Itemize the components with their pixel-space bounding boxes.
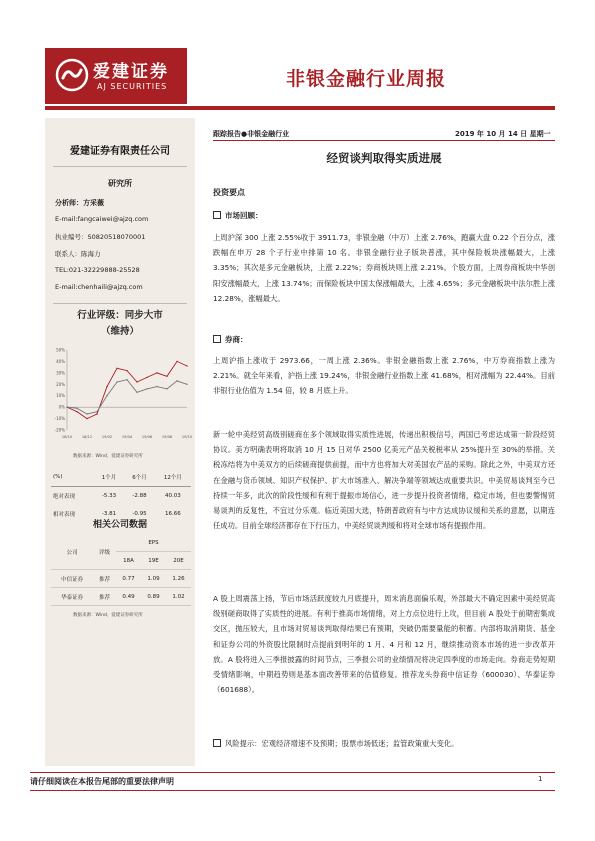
series-line-1 [67,380,187,414]
logo-emblem-icon [55,58,89,92]
data-point [166,388,167,389]
section-title: 投资要点 [213,188,245,197]
table-cell: 1.26 [166,570,191,588]
logo-english-name: AJ SECURITIES [97,82,168,91]
contact-person: 联系人：陈海力 [55,250,101,258]
table-cell: 0.49 [116,588,141,606]
table-header-cell: 公司 [51,534,93,570]
y-tick-label: 10% [56,393,65,399]
table-header-row [51,468,191,487]
data-point [146,388,147,389]
broker-paragraph-3: A 股上周震荡上扬，节后市场活跃度较九月底提升，周末消息面偏乐观，外部最大不确定因素中美经贸高级别磋商取得了实质性的进展。有利于推高市场情绪，对上方点位进行上攻，但目前 A 股处于前期密集成交区，抛压较大，且市场对贸易谈判取得结果已有预期，突破仍需要量能的积蓄。内部将取消期货、基金和证券公司的外资股比限制时点提前到明年的 1 月、4 月和 12 月，继续推动资本市场的进一步改革开放。A 股将进入三季报披露的时间节点，三季报公司的业绩情况将决定四季度的市场走向。券商走势短期受情绪影响，中期趋势则是基本面改善带来的估值修复。推荐龙头券商中信证券（600030）、华泰证券（601688）。 [213,594,555,695]
broker-paragraph-1: 上周沪指上涨收于 2973.66，一周上涨 2.36%。非银金融指数上涨 2.76%，中万券商指数上涨为 2.21%。就全年来看，沪指上涨 19.24%，非银金融行业指数上涨 41.68%，相对涨幅为 22.44%。目前非银行业估值为 1.54 倍，较 8 月底上升。 [213,356,555,396]
checkbox-square-icon [213,335,221,343]
x-tick-label: 19/04 [121,435,133,439]
table-header-cell: EPS [116,534,191,552]
data-point [76,408,77,409]
table-header-cell: 19E [141,552,166,570]
x-tick-label: 18/10 [61,435,73,439]
related-companies-title: 相关公司数据 [92,520,147,530]
data-point [186,365,187,366]
table-source: 数据来源：Wind，爱建证券研究所 [73,613,143,618]
table-cell: -3.81 [101,511,117,517]
data-point [106,395,107,396]
brand-logo [45,48,187,104]
y-tick-label: -10% [54,416,65,422]
market-review-heading [213,210,263,221]
data-point [76,411,77,412]
table-cell: 绝对表现 [53,494,76,500]
footer-divider [30,772,555,773]
data-point [156,386,157,387]
data-point [176,361,177,362]
broker-heading [213,334,248,345]
table-cell: 16.66 [164,511,181,517]
institute-name: 研究所 [108,179,132,188]
sidebar-divider [53,303,187,304]
table-cell: 相对表现 [53,512,76,518]
data-point [86,418,87,419]
x-tick-label: 19/10 [181,435,193,439]
performance-chart [49,344,191,448]
data-point [66,406,67,407]
industry-rating [45,308,195,340]
rating-value: 行业评级：同步大市 [77,310,163,321]
performance-table [51,468,191,523]
data-point [156,372,157,373]
table-header-cell: 6个月 [124,468,154,487]
table-cell: 推荐 [93,570,116,588]
y-tick-label: 0% [58,404,65,410]
table-header-cell: 20E [166,552,191,570]
report-date: 2019 年 10 月 14 日 星期一 [455,130,551,138]
table-cell: 1.09 [141,570,166,588]
table-header-cell: 12个月 [155,468,191,487]
table-header-cell: 18A [116,552,141,570]
table-row [51,487,191,506]
footer-divider [30,790,555,791]
broker-paragraph-2: 新一轮中美经贸高级别磋商在多个领域取得实质性进展，传递出积极信号，两国已考虑达成第一阶段经贸协议。美方明确表明将取消 10 月 15 日对华 2500 亿美元产品关税税率从 25%提升至 30%的举措。关税冻结将为中美双方的后续磋商提供前提，而中方也将加大对美国农产品的采购。除此之外，中美双方还在金融与货币领域、知识产权保护、扩大市场准入、解决争端等领域达成重要共识。中美贸易谈判至今已持续一年多，此次的阶段性缓和有利于提振市场信心，进一步提升投资者情绪，稳定市场，但也要警惕贸易谈判的反复性，不宜过分乐观。临近美国大选，特朗普政府有与中方达成协议缓和关系的意愿，以期连任成功。目前全球经济都存在下行压力，中美经贸谈判缓和将对全球市场有提振作用。 [213,430,555,531]
related-companies-table [51,534,191,606]
data-point [136,392,137,393]
table-cell: 1.02 [166,588,191,606]
market-review-paragraph: 上周沪深 300 上涨 2.55%收于 3911.73，非银金融（中万）上涨 2.76%，跑赢大盘 0.22 个百分点，涨跌幅在申万 28 个子行业中排第 10 名。非银金融行业子版块普涨，其中保险板块涨幅最大，上涨 3.35%；其次是多元金融板块，上涨 2.22%；券商板块则上涨 2.21%。个股方面，上周券商板块中华创阳安涨幅最大，上涨 13.74%；而保险板块中国太保涨幅最大，上涨 4.65%；多元金融板块中法尔胜上涨 12.28%，涨幅最大。 [213,233,555,303]
data-point [96,413,97,414]
analyst-email[interactable]: E-mail:fangcaiwei@ajzq.com [55,215,149,223]
y-tick-label: 40% [56,358,65,364]
chart-source: 数据来源：Wind，爱建证券研究所 [73,454,143,459]
y-tick-label: 20% [56,381,65,387]
data-point [126,379,127,380]
data-point [146,377,147,378]
y-tick-label: 50% [56,347,65,353]
data-point [106,386,107,387]
x-tick-label: 19/02 [101,435,113,439]
risk-warning [213,739,459,749]
x-tick-label: 19/06 [141,435,153,439]
data-point [136,381,137,382]
data-point [86,413,87,414]
risk-text: 风险提示：宏观经济增速不及预期；股票市场低迷；监管政策重大变化。 [225,739,459,748]
table-cell: -0.95 [132,511,147,517]
header-divider [45,106,555,110]
table-cell: 中信证券 [51,570,93,588]
y-tick-label: 30% [56,370,65,376]
data-point [116,381,117,382]
table-header-cell: (%) [51,468,94,487]
document-title: 经贸谈判取得实质进展 [326,151,442,165]
table-cell: -2.88 [132,493,147,499]
company-name: 爱建证券有限责任公司 [70,146,170,157]
report-title: 非银金融行业周报 [286,68,447,90]
data-point [176,380,177,381]
license-number: 执业编号：S0820518070001 [55,233,146,241]
data-point [186,384,187,385]
report-type: 跟踪报告●非银金融行业 [213,130,290,138]
legal-disclaimer-link[interactable]: 请仔细阅读在本报告尾部的重要法律声明 [30,777,174,786]
analyst-name: 分析师：方采薇 [55,199,104,207]
table-cell: 0.89 [141,588,166,606]
data-point [166,376,167,377]
broker-label: 券商： [225,335,248,344]
logo-chinese-name: 爱建证券 [93,62,169,82]
market-review-label: 市场回顾： [225,211,263,220]
sidebar-divider [53,166,187,167]
table-row [51,570,191,588]
table-cell: -5.33 [101,493,117,499]
rating-status: （维持） [100,326,139,337]
table-header-cell: 1个月 [94,468,124,487]
data-point [96,411,97,412]
table-header-cell: 评级 [93,534,116,570]
checkbox-square-icon [213,739,221,747]
x-tick-label: 19/08 [161,435,173,439]
x-tick-label: 18/12 [81,435,93,439]
page-number: 1 [538,775,543,783]
table-cell: 华泰证券 [51,588,93,606]
data-point [116,368,117,369]
contact-tel: TEL:021-32229888-25528 [55,266,140,274]
data-point [126,370,127,371]
contact-email[interactable]: E-mail:chenhaili@ajzq.com [55,283,143,291]
table-header-row [51,534,191,552]
table-row [51,588,191,606]
table-cell: 0.77 [116,570,141,588]
checkbox-square-icon [213,211,221,219]
sidebar [45,118,195,766]
table-cell: 40.03 [164,493,181,499]
meta-divider [213,140,555,141]
table-cell: 推荐 [93,588,116,606]
y-tick-label: -20% [54,427,65,433]
